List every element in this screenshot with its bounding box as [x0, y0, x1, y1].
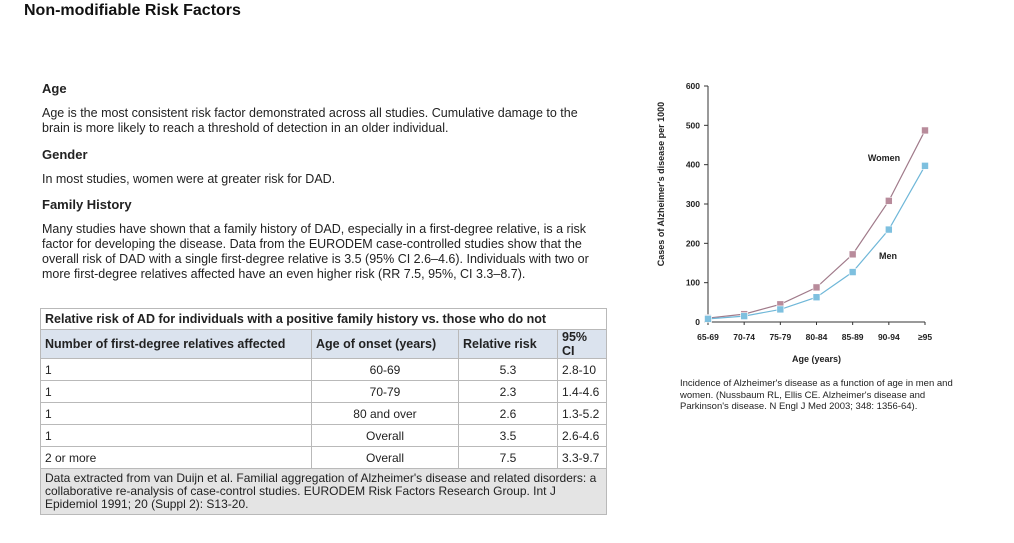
cell-age-onset: Overall: [312, 425, 459, 447]
cell-relative-risk: 7.5: [459, 447, 558, 469]
cell-age-onset: 60-69: [312, 359, 459, 381]
cell-relatives: 2 or more: [41, 447, 312, 469]
data-point-men: [922, 162, 929, 169]
data-point-women: [922, 127, 929, 134]
data-point-women: [813, 284, 820, 291]
x-tick-label: 75-79: [769, 332, 792, 342]
y-tick-label: 500: [685, 120, 700, 131]
table-row: [41, 447, 607, 469]
x-tick-label: ≥95: [917, 332, 933, 342]
data-point-women: [885, 197, 892, 204]
data-point-men: [705, 315, 712, 322]
header-relative-risk: Relative risk: [459, 330, 558, 359]
cell-ci: 2.8-10: [558, 359, 607, 381]
series-label-women: Women: [867, 153, 901, 163]
table-row: [41, 381, 607, 403]
incidence-line-chart: [650, 76, 950, 376]
table-footnote: Data extracted from van Duijn et al. Familial aggregation of Alzheimer's disease and related disorders: a collaborative re-analysis of case-control studies. EURODEM Risk Factors Research Group. Int J Epidemiol 1991; 20 (Suppl 2): S13-20.: [41, 469, 607, 515]
relative-risk-table: [40, 308, 607, 515]
cell-ci: 1.4-4.6: [558, 381, 607, 403]
age-heading: Age: [42, 81, 67, 96]
x-tick-label: 85-89: [841, 332, 864, 342]
y-tick-label: 100: [685, 277, 700, 288]
cell-relative-risk: 2.6: [459, 403, 558, 425]
header-ci: 95% CI: [558, 330, 607, 359]
series-label-men: Men: [879, 251, 897, 261]
cell-relatives: 1: [41, 381, 312, 403]
page-title: Non-modifiable Risk Factors: [24, 2, 241, 19]
x-axis-label: Age (years): [791, 354, 842, 364]
x-tick-label: 65-69: [697, 332, 719, 342]
data-point-men: [849, 269, 856, 276]
cell-relative-risk: 5.3: [459, 359, 558, 381]
cell-ci: 2.6-4.6: [558, 425, 607, 447]
x-tick-label: 80-84: [805, 332, 828, 342]
header-age-onset: Age of onset (years): [312, 330, 459, 359]
table-row: [41, 425, 607, 447]
data-point-men: [741, 313, 748, 320]
data-point-men: [813, 294, 820, 301]
data-point-men: [777, 306, 784, 313]
cell-relatives: 1: [41, 359, 312, 381]
y-tick-label: 300: [685, 199, 700, 209]
cell-relatives: 1: [41, 425, 312, 447]
cell-ci: 3.3-9.7: [558, 447, 607, 469]
gender-heading: Gender: [42, 147, 88, 162]
cell-relative-risk: 3.5: [459, 425, 558, 447]
data-point-women: [849, 251, 856, 258]
data-point-men: [885, 226, 892, 233]
gender-text: In most studies, women were at greater risk for DAD.: [42, 172, 336, 186]
table-row: [41, 403, 607, 425]
family-history-text: Many studies have shown that a family history of DAD, especially in a first-degree relative, is a risk factor for developing the disease. Data from the EURODEM case-controlled studies show that the overall risk of DAD with a single first-degree relative is 3.5 (95% CI 2.6–4.6). Individuals with two or more first-degree relatives affected have an even higher risk (RR 7.5, 95%, CI 3.3–8.7).: [42, 222, 589, 281]
age-text: Age is the most consistent risk factor demonstrated across all studies. Cumulative damage to the brain is more likely to reach a threshold of detection in an older individual.: [42, 106, 578, 135]
y-tick-label: 400: [685, 159, 700, 170]
x-tick-label: 70-74: [733, 332, 756, 342]
cell-relatives: 1: [41, 403, 312, 425]
cell-age-onset: 70-79: [312, 381, 459, 403]
chart-caption: Incidence of Alzheimer's disease as a function of age in men and women. (Nussbaum RL, Ellis CE. Alzheimer's disease and Parkinson's disease. N Engl J Med 2003; 348: 1356-64).: [680, 378, 953, 412]
x-tick-label: 90-94: [877, 332, 900, 342]
y-tick-label: 0: [695, 317, 700, 327]
header-relatives: Number of first-degree relatives affected: [41, 330, 312, 359]
cell-ci: 1.3-5.2: [558, 403, 607, 425]
cell-age-onset: 80 and over: [312, 403, 459, 425]
family-history-heading: Family History: [42, 197, 132, 212]
cell-relative-risk: 2.3: [459, 381, 558, 403]
table-row: [41, 359, 607, 381]
y-tick-label: 200: [685, 238, 700, 249]
table-caption: Relative risk of AD for individuals with a positive family history vs. those who do not: [41, 309, 607, 330]
y-tick-label: 600: [685, 81, 700, 91]
y-axis-label: Cases of Alzheimer's disease per 1000: [656, 101, 666, 267]
cell-age-onset: Overall: [312, 447, 459, 469]
